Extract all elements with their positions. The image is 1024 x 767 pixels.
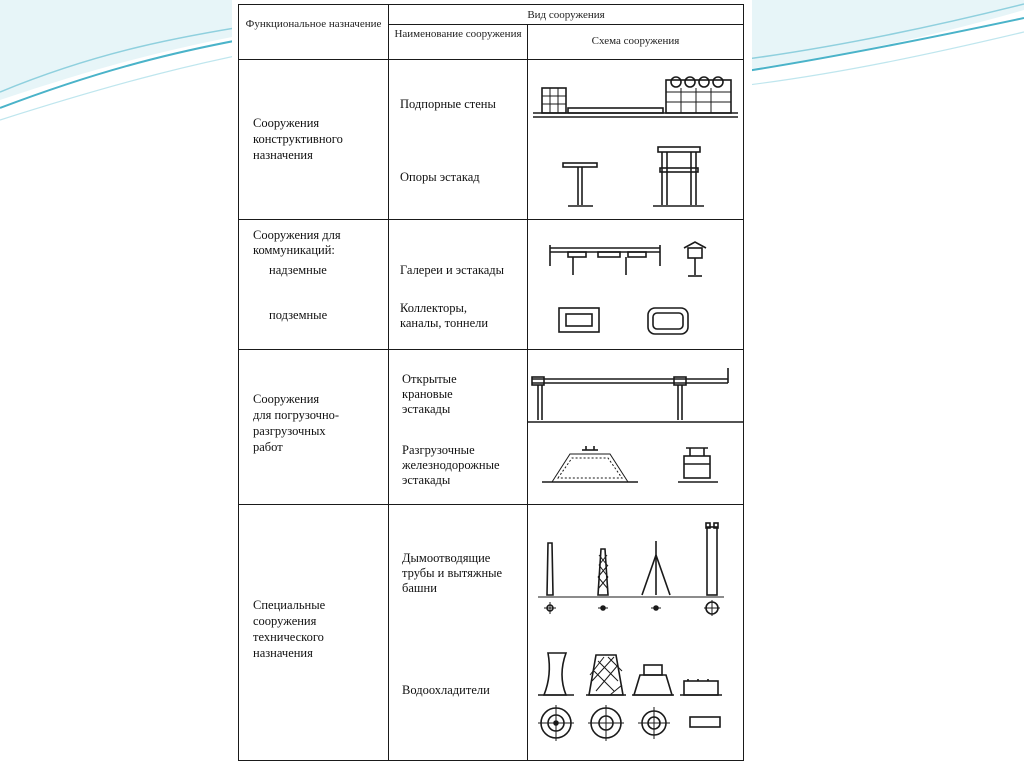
header-name (389, 25, 528, 60)
trestle-supports-diagram (528, 60, 744, 220)
function-line: сооружения (253, 614, 317, 628)
function-cell (239, 60, 389, 220)
item-name: башни (402, 581, 437, 595)
name-cell (389, 60, 528, 220)
item-name: Галереи и эстакады (400, 263, 505, 277)
header-name-label: Наименование сооружения (394, 28, 522, 40)
function-line: Сооружения (253, 116, 320, 130)
table-row (239, 220, 744, 350)
item-name: Дымоотводящие (402, 551, 491, 565)
function-sub-below: подземные (269, 308, 328, 322)
item-name: Подпорные стены (400, 97, 496, 111)
function-line: Сооружения для (253, 228, 341, 242)
function-line: назначения (253, 646, 313, 660)
function-sub-above: надземные (269, 263, 327, 277)
function-cell (239, 505, 389, 761)
header-function (239, 5, 389, 60)
item-name: Водоохладители (402, 683, 490, 697)
table-row (239, 60, 744, 220)
item-name: Разгрузочные (402, 443, 475, 457)
rail-unloading-diagram (528, 350, 744, 505)
header-scheme (528, 25, 744, 60)
name-cell (389, 505, 528, 761)
scheme-cell (528, 505, 744, 761)
header-view-group (389, 5, 744, 25)
item-name: Опоры эстакад (400, 170, 480, 184)
function-line: для погрузочно- (253, 408, 340, 422)
header-view-label: Вид сооружения (527, 9, 605, 21)
scheme-cell (528, 220, 744, 350)
function-cell (239, 350, 389, 505)
collectors-diagram (528, 220, 744, 350)
structures-table (238, 4, 744, 761)
function-line: назначения (253, 148, 313, 162)
item-name: железнодорожные (402, 458, 500, 472)
item-name: Открытые (402, 372, 457, 386)
function-line: коммуникаций: (253, 243, 335, 257)
header-scheme-label: Схема сооружения (591, 35, 680, 47)
function-line: работ (253, 440, 283, 454)
scheme-cell (528, 350, 744, 505)
function-line: Сооружения (253, 392, 320, 406)
item-name: эстакады (402, 473, 451, 487)
item-name: трубы и вытяжные (402, 566, 503, 580)
item-name: крановые (402, 387, 453, 401)
cooling-towers-diagram (528, 505, 744, 761)
function-line: конструктивного (253, 132, 343, 146)
item-name: Коллекторы, (400, 301, 468, 315)
name-cell (389, 350, 528, 505)
item-name: каналы, тоннели (400, 316, 489, 330)
table-row (239, 505, 744, 761)
function-line: разгрузочных (253, 424, 326, 438)
item-name: эстакады (402, 402, 451, 416)
name-cell (389, 220, 528, 350)
function-line: технического (253, 630, 324, 644)
scheme-cell (528, 60, 744, 220)
function-line: Специальные (253, 598, 326, 612)
function-cell (239, 220, 389, 350)
table-row (239, 350, 744, 505)
header-function-label: Функциональное назначение (245, 18, 382, 30)
